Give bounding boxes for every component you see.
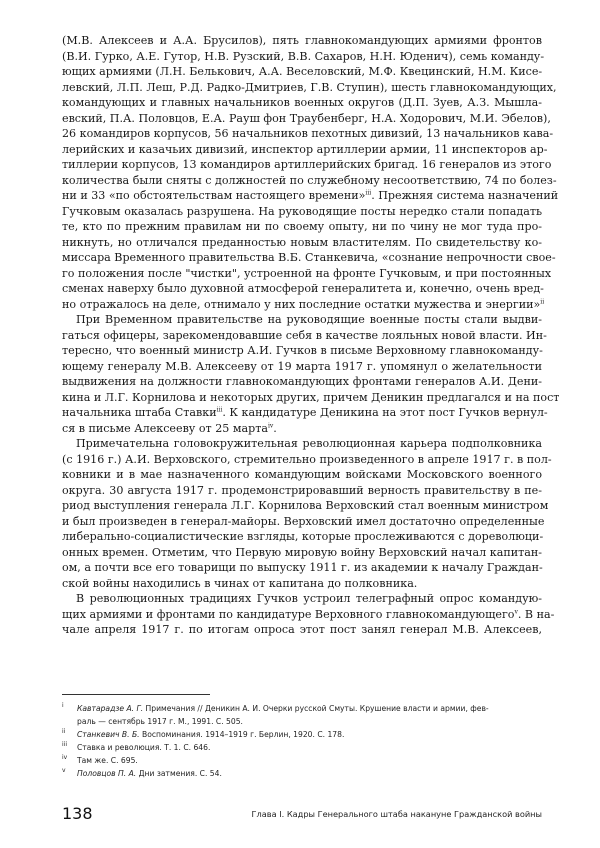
footnote-author: Кавтарадзе А. Г. — [77, 704, 144, 713]
main-text — [62, 33, 560, 638]
text-line: никнуть, но отличался преданностью новым властителям. По свидетельству ко- — [62, 235, 542, 249]
footnote-separator — [62, 694, 210, 695]
text-line: ющему генералу М.В. Алексееву от 19 марта 1917 г. упомянул о желательности — [62, 359, 542, 373]
text-line: го положения после "чистки", устроенной на фронте Гучковым, и при постоянных — [62, 266, 552, 280]
line-start: но отражалось на деле, отнимало у них последние остатки мужества и энергии» — [62, 297, 541, 311]
line-start: ся в письме Алексееву от 25 марта — [62, 421, 268, 435]
footnote — [62, 767, 542, 780]
footnote-text: Воспоминания. 1914–1919 г. Берлин, 1920. С. 178. — [139, 730, 345, 739]
text-line: (с 1916 г.) А.И. Верховского, стремительно произведенного в апреле 1917 г. в пол- — [62, 452, 552, 466]
footnote-text: Ставка и революция. Т. 1. С. 646. — [77, 743, 211, 752]
line-start: ни и 33 «по обстоятельствам настоящего времени» — [62, 189, 366, 202]
text-line — [62, 188, 559, 204]
footnote-text: Дни затмения. С. 54. — [136, 769, 222, 778]
text-line: риод выступления генерала Л.Г. Корнилова Верховский стал военным министром — [62, 499, 549, 512]
text-line: При Временном правительстве на руководящие военные посты стали выдви- — [76, 313, 542, 326]
footnote-ref: iii — [216, 406, 223, 414]
footnote-mark: i — [62, 702, 64, 709]
text-line: количества были сняты с должностей по служебному несоответствию, 74 по болез- — [62, 173, 557, 187]
text-line: миссара Временного правительства В.Б. Станкевича, «сознание непрочности свое- — [62, 251, 556, 264]
line-start: начальника штаба Ставки — [62, 406, 217, 419]
footnote — [62, 728, 542, 741]
text-line: левский, Л.П. Леш, Р.Д. Радко-Дмитриев, Г.В. Ступин), шесть главнокомандующих, — [62, 80, 557, 94]
footnote — [62, 754, 542, 767]
line-tail: . В на- — [517, 607, 555, 621]
text-line: (В.И. Гурко, А.Е. Гутор, Н.В. Рузский, В.В. Сахаров, Н.Н. Юденич), семь команду- — [62, 49, 545, 63]
footnote-text: Там же. С. 695. — [77, 756, 138, 765]
text-line: гаться офицеры, зарекомендовавшие себя в качестве лояльных новой власти. Ин- — [62, 328, 547, 342]
text-line: ом, а почти все его товарищи по выпуску 1911 г. из академии к началу Граждан- — [62, 561, 543, 574]
text-line: (М.В. Алексеев и А.А. Брусилов), пять главнокомандующих армиями фронтов — [62, 34, 542, 47]
text-line: и был произведен в генерал-майоры. Верховский имел достаточно определенные — [62, 514, 545, 528]
footnotes — [62, 702, 542, 780]
text-line: ковники и в мае назначенного командующим войсками Московского военного — [62, 468, 542, 481]
text-line: Примечательна головокружительная революционная карьера подполковника — [76, 437, 542, 450]
footnote-mark: v — [62, 767, 66, 774]
text-line: евский, П.А. Половцов, Е.А. Рауш фон Траубенберг, Н.А. Ходорович, М.И. Эбелов), — [62, 111, 551, 125]
text-line: Гучковым оказалась разрушена. На руководящие посты нередко стали попадать — [62, 204, 542, 218]
footnote-ref: iii — [365, 189, 372, 197]
text-line: либерально-социалистические взгляды, которые прослеживаются с дореволюци- — [62, 530, 544, 543]
running-head: Глава I. Кадры Генерального штаба накануне Гражданской войны — [251, 809, 542, 819]
page-footer — [62, 800, 542, 824]
footnote-mark: ii — [62, 728, 66, 735]
footnote-ref: ii — [540, 297, 545, 305]
footnote-text: раль — сентябрь 1917 г. М., 1991. С. 505. — [77, 717, 243, 726]
text-line: командующих и главных начальников военных округов (Д.П. Зуев, А.З. Мышла- — [62, 96, 542, 109]
text-line: 26 командиров корпусов, 56 начальников пехотных дивизий, 13 начальников кава- — [62, 127, 554, 140]
text-line: ской войны находились в чинах от капитана до полковника. — [62, 576, 418, 590]
footnote-text: Примечания // Деникин А. И. Очерки русской Смуты. Крушение власти и армии, фев- — [143, 704, 489, 713]
text-line: лерийских и казачьих дивизий, инспектор артиллерии армии, 11 инспекторов ар- — [62, 142, 548, 156]
text-line: чале апреля 1917 г. по итогам опроса этот пост занял генерал М.В. Алексеев, — [62, 623, 542, 636]
footnote — [62, 741, 542, 754]
text-line: выдвижения на должности главнокомандующих фронтами генералов А.И. Дени- — [62, 375, 542, 388]
text-line: онных времен. Отметим, что Первую мировую войну Верховский начал капитан- — [62, 545, 542, 559]
text-line: сменах наверху было духовной атмосферой генералитета и, конечно, очень вред- — [62, 282, 544, 295]
line-tail: . К кандидатуре Деникина на этот пост Гучков вернул- — [222, 406, 548, 419]
text-line — [62, 297, 545, 313]
text-line: В революционных традициях Гучков устроил телеграфный опрос командую- — [76, 592, 542, 605]
text-line — [62, 607, 555, 623]
line-tail: . — [273, 421, 277, 435]
text-line: те, кто по прежним правилам ни по своему опыту, ни по чину не мог туда про- — [62, 220, 542, 233]
footnote — [62, 702, 542, 715]
text-line: тиллерии корпусов, 13 командиров артиллерийских бригад. 16 генералов из этого — [62, 158, 552, 171]
footnote-author: Станкевич В. Б. — [77, 730, 140, 739]
text-line: округа. 30 августа 1917 г. продемонстрировавший верность правительству в пе- — [62, 483, 542, 497]
footnote-mark: iv — [62, 754, 68, 761]
page-number: 138 — [62, 804, 93, 823]
footnote-author: Половцов П. А. — [77, 769, 137, 778]
footnote-ref: v — [514, 607, 518, 615]
footnote — [62, 715, 542, 728]
footnote-ref: iv — [267, 421, 274, 429]
text-line: ющих армиями (Л.Н. Белькович, А.А. Веселовский, М.Ф. Квецинский, Н.М. Кисе- — [62, 65, 543, 78]
text-line: тересно, что военный министр А.И. Гучков в письме Верховному главнокоманду- — [62, 344, 543, 357]
text-line — [62, 421, 542, 437]
text-line — [62, 405, 548, 421]
footnote-mark: iii — [62, 741, 68, 748]
line-tail: . Прежняя система назначений — [371, 189, 559, 202]
line-start: щих армиями и фронтами по кандидатуре Верховного главнокомандующего — [62, 607, 515, 621]
text-line: кина и Л.Г. Корнилова и некоторых других, причем Деникин предлагался и на пост — [62, 390, 560, 404]
